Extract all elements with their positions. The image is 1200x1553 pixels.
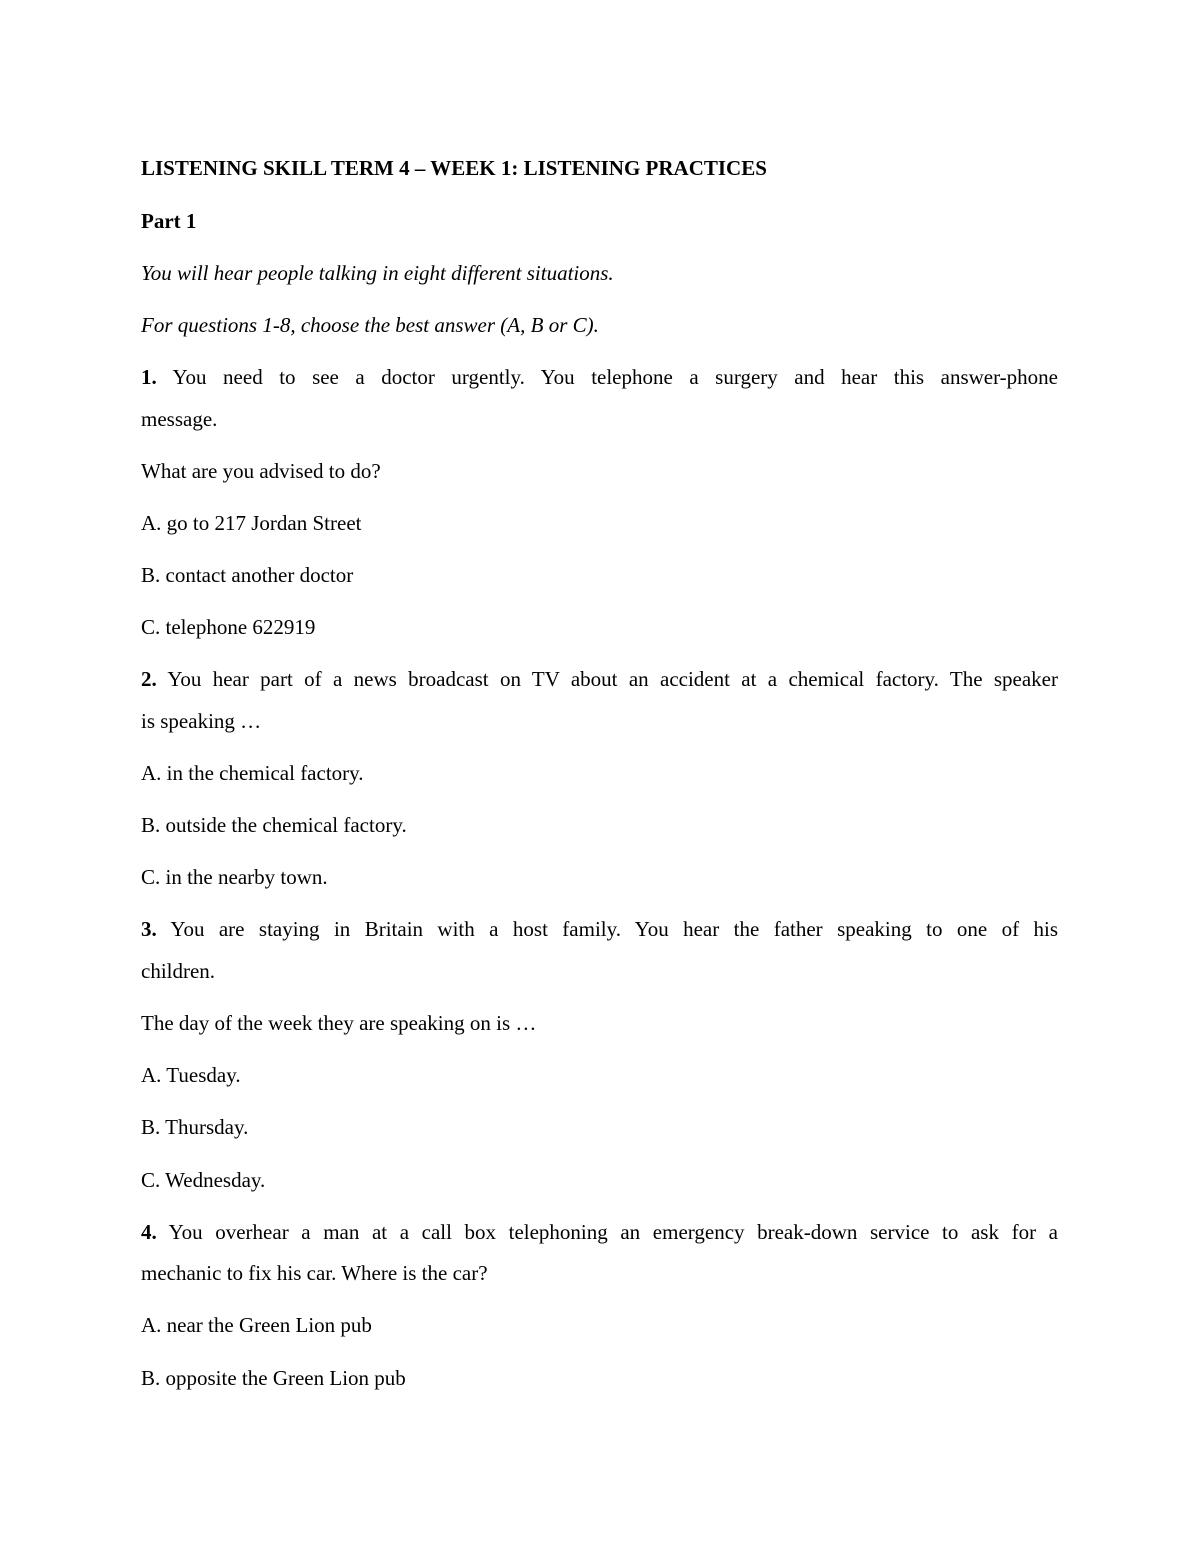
question-text-line: is speaking …	[141, 709, 262, 733]
question-text-line: You need to see a doctor urgently. You telephone a surgery and hear this answer-phone	[172, 365, 1058, 389]
question-text-line: You overhear a man at a call box telephoning an emergency break-down service to ask for a	[168, 1220, 1058, 1244]
question-text-line: You are staying in Britain with a host family. You hear the father speaking to one of his	[170, 917, 1058, 941]
question-number: 3.	[141, 917, 157, 941]
question-4-text	[141, 1219, 1058, 1245]
instruction-line: You will hear people talking in eight different situations.	[141, 261, 614, 285]
question-number: 4.	[141, 1220, 157, 1244]
answer-option: A. near the Green Lion pub	[141, 1313, 372, 1337]
question-text-line: mechanic to fix his car. Where is the car?	[141, 1261, 488, 1285]
question-2-text	[141, 666, 1058, 692]
question-number: 2.	[141, 667, 157, 691]
question-3-text	[141, 916, 1058, 942]
instruction-line: For questions 1-8, choose the best answer (A, B or C).	[141, 313, 599, 337]
question-prompt: The day of the week they are speaking on is …	[141, 1011, 537, 1035]
answer-option: B. outside the chemical factory.	[141, 813, 407, 837]
answer-option: B. contact another doctor	[141, 563, 354, 587]
answer-option: C. in the nearby town.	[141, 865, 328, 889]
question-text-line: children.	[141, 959, 216, 983]
answer-option: A. in the chemical factory.	[141, 761, 364, 785]
answer-option: B. opposite the Green Lion pub	[141, 1366, 406, 1390]
answer-option: C. Wednesday.	[141, 1168, 266, 1192]
question-text-line: message.	[141, 407, 218, 431]
document-title: LISTENING SKILL TERM 4 – WEEK 1: LISTENING PRACTICES	[141, 156, 767, 180]
answer-option: C. telephone 622919	[141, 615, 316, 639]
answer-option: A. Tuesday.	[141, 1063, 241, 1087]
part-heading: Part 1	[141, 209, 197, 233]
question-number: 1.	[141, 365, 157, 389]
question-prompt: What are you advised to do?	[141, 459, 381, 483]
question-text-line: You hear part of a news broadcast on TV about an accident at a chemical factory. The speaker	[167, 667, 1058, 691]
answer-option: B. Thursday.	[141, 1115, 249, 1139]
answer-option: A. go to 217 Jordan Street	[141, 511, 362, 535]
question-1-text	[141, 364, 1058, 390]
